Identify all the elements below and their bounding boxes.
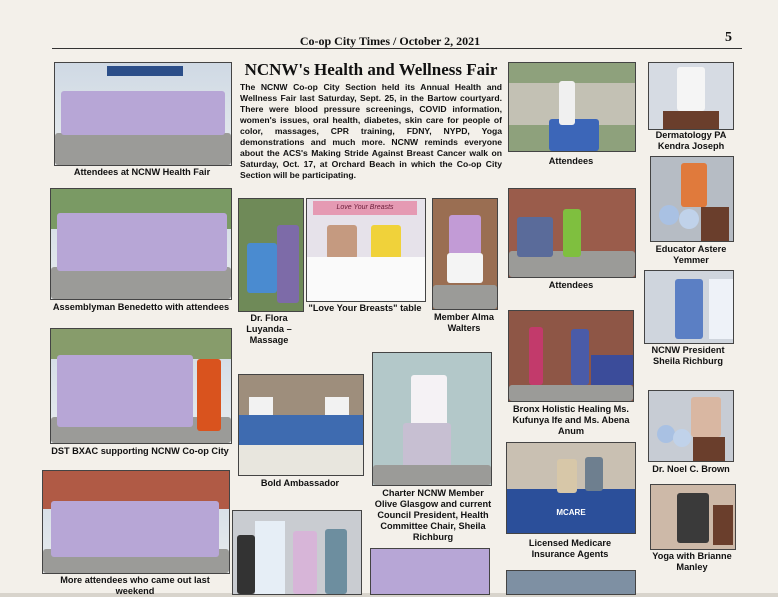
photo-educator xyxy=(650,156,734,242)
caption-medicare: Licensed Medicare Insurance Agents xyxy=(528,538,612,559)
article-body: The NCNW Co-op City Section held its Annual Health and Wellness Fair last Saturday, Sept. 25, in the Bartow courtyard. There were blood pressure screenings, COVID information, women's issues, oral health, diabetes, skin care for people of color, massages, CPR training, FDNY, NYPD, Yoga demonstrations and much more. NCNW reminds everyone about the ACS's Making Stride Against Breast Cancer walk on Saturday, Oct. 17, at Orchard Beach in which the Co-op City Section will be participating. xyxy=(240,82,502,180)
photo-bottom-3 xyxy=(506,570,636,595)
photo-more-attendees xyxy=(42,470,230,574)
photo-bronx-holistic xyxy=(508,310,634,402)
page-header xyxy=(50,28,750,50)
photo-bottom-1 xyxy=(232,510,362,595)
caption-dr-brown: Dr. Noel C. Brown xyxy=(652,464,730,474)
header-rule xyxy=(52,48,742,49)
page-number: 5 xyxy=(725,30,732,45)
photo-president xyxy=(644,270,734,344)
photo-assemblyman xyxy=(50,188,232,300)
caption-assemblyman: Assemblyman Benedetto with attendees xyxy=(52,302,230,312)
photo-medicare xyxy=(506,442,636,534)
masthead-date: Co-op City Times / October 2, 2021 xyxy=(299,34,481,48)
photo-breasts-table xyxy=(306,198,426,302)
caption-member: Member Alma Walters xyxy=(434,312,494,333)
photo-attendees-1 xyxy=(508,62,636,152)
caption-president: NCNW President Sheila Richburg xyxy=(651,345,725,366)
caption-educator: Educator Astere Yemmer xyxy=(655,244,727,265)
photo-bottom-2 xyxy=(370,548,490,595)
caption-breasts-table: "Love Your Breasts" table xyxy=(308,303,422,313)
photo-member xyxy=(432,198,498,310)
photo-dr-brown xyxy=(648,390,734,462)
caption-dst-bxac: DST BXAC supporting NCNW Co-op City xyxy=(51,446,229,456)
photo-bold-ambassador xyxy=(238,374,364,476)
photo-attendees-health-fair xyxy=(54,62,232,166)
table-sign: Love Your Breasts xyxy=(313,201,417,215)
caption-attendees-2: Attendees xyxy=(548,280,594,290)
medicare-sign: MCARE xyxy=(556,508,586,517)
caption-attendees-health-fair: Attendees at NCNW Health Fair xyxy=(73,167,211,177)
caption-massage: Dr. Flora Luyanda – Massage xyxy=(246,313,292,345)
photo-attendees-2 xyxy=(508,188,636,278)
photo-dermatology xyxy=(648,62,734,130)
caption-more-attendees: More attendees who came out last weekend xyxy=(60,575,210,596)
article-headline: NCNW's Health and Wellness Fair xyxy=(244,60,498,79)
photo-yoga xyxy=(650,484,736,550)
photo-charter-member xyxy=(372,352,492,486)
caption-dermatology: Dermatology PA Kendra Joseph xyxy=(655,130,727,151)
caption-bold-ambassador: Bold Ambassador xyxy=(260,478,340,488)
caption-attendees-1: Attendees xyxy=(548,156,594,166)
caption-bronx-holistic: Bronx Holistic Healing Ms. Kufunya Ife and Ms. Abena Anum xyxy=(512,404,630,436)
caption-charter-member: Charter NCNW Member Olive Glasgow and current Council President, Health Committee Chair, Sheila Richburg xyxy=(374,488,492,542)
caption-yoga: Yoga with Brianne Manley xyxy=(652,551,732,572)
photo-dst-bxac xyxy=(50,328,232,444)
photo-massage xyxy=(238,198,304,312)
